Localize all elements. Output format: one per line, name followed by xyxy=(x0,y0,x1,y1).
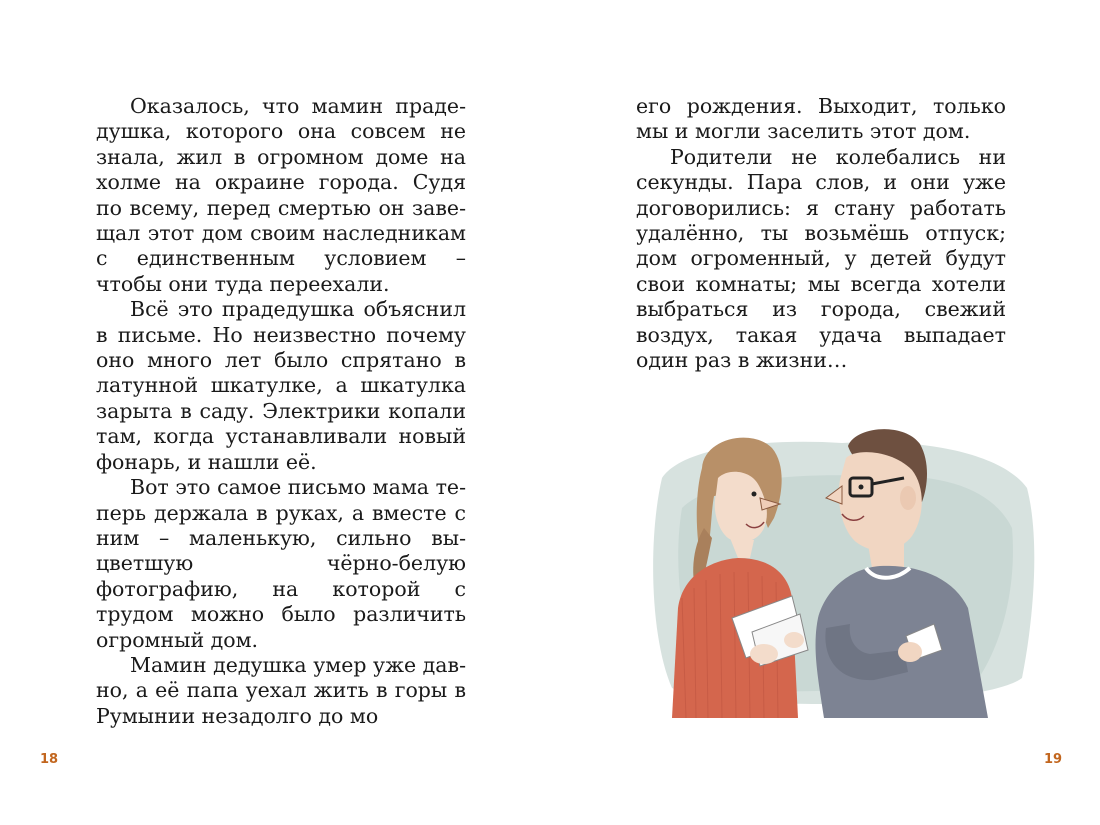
left-page-text xyxy=(96,94,466,729)
paragraph: Мамин дедушка умер уже давно, а её папа уехал жить в горы в Румынии незадолго до мо xyxy=(96,652,466,728)
right-page xyxy=(550,0,1100,825)
paragraph: Родители не колебались ни секунды. Пара слов, и они уже договорились: я стану работать удалённо, ты возьмёшь отпуск; дом огроменный, у детей будут свои комнаты; мы всегда хотели выбраться из города, свежий воздух, такая удача выпадает один раз в жизни… xyxy=(636,144,1006,373)
illustration-couple xyxy=(642,418,1042,718)
paragraph: Всё это прадедушка объяснил в письме. Но неизвестно почему оно много лет было спрятано в латунной шкатулке, а шкатулка зарыта в саду. Электрики копали там, когда устанавливали новый фонарь, и нашли её. xyxy=(96,297,466,474)
paragraph: его рождения. Выходит, только мы и могли заселить этот дом. xyxy=(636,94,1006,144)
paragraph: Оказалось, что мамин прадедушка, которого она совсем не знала, жил в огромном доме на холме на окраине города. Судя по всему, перед смертью он завещал этот дом своим наследникам с единственным условием – чтобы они туда переехали. xyxy=(96,94,466,296)
page-number-left: 18 xyxy=(40,752,59,767)
paragraph: Вот это самое письмо мама теперь держала в руках, а вместе с ним – маленькую, сильно выцветшую чёрно-белую фотографию, на которой с трудом можно было различить огромный дом. xyxy=(96,475,466,652)
page-number-right: 19 xyxy=(1044,752,1063,767)
right-page-text xyxy=(636,94,1006,373)
